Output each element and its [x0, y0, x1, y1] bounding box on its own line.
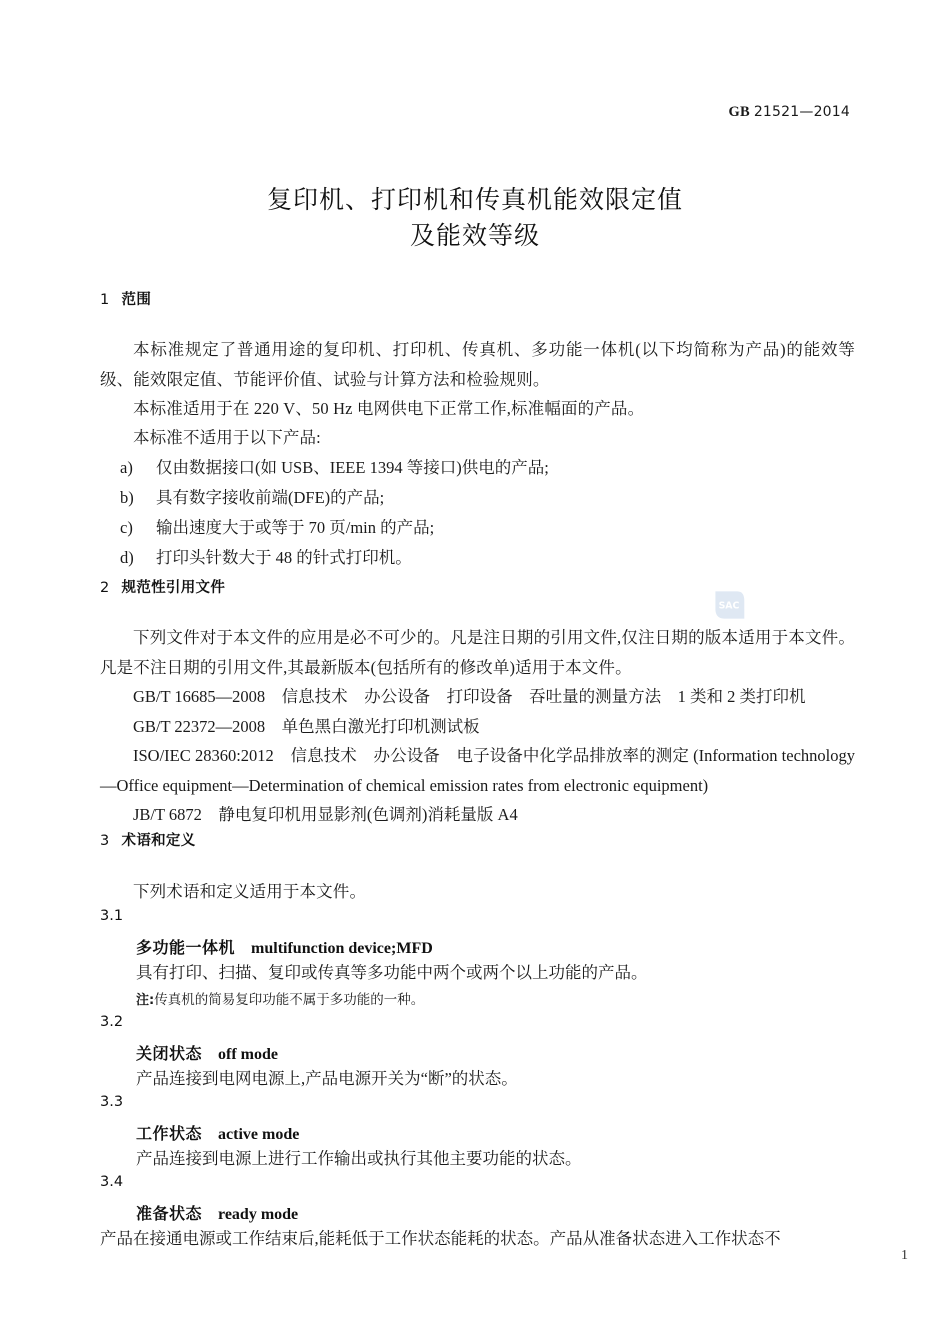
term-definition-3-4: 产品在接通电源或工作结束后,能耗低于工作状态能耗的状态。产品从准备状态进入工作状态不 [100, 1229, 781, 1248]
clause-label-3: 术语和定义 [121, 833, 196, 849]
term-cn-3-4: 准备状态 [136, 1204, 203, 1223]
scope-paragraph-2: 本标准适用于在 220 V、50 Hz 电网供电下正常工作,标准幅面的产品。 [133, 399, 645, 418]
normative-ref-entry-2: GB/T 22372—2008 单色黑白激光打印机测试板 [133, 717, 480, 736]
scope-paragraph-3: 本标准不适用于以下产品: [133, 428, 321, 447]
clause-number-1: 1 [100, 292, 110, 308]
clause-number-3: 3 [100, 833, 110, 849]
scope-list-item-b [100, 483, 384, 513]
term-note-text-3-1: 传真机的简易复印功能不属于多功能的一种。 [154, 992, 425, 1007]
normative-ref-entry-4: JB/T 6872 静电复印机用显影剂(色调剂)消耗量版 A4 [133, 805, 518, 824]
term-number-3-1: 3.1 [100, 908, 124, 924]
scope-list-item-c [100, 513, 434, 543]
term-title-3-1 [136, 935, 433, 958]
term-definition-3-2: 产品连接到电网电源上,产品电源开关为“断”的状态。 [136, 1069, 518, 1088]
page-title-line-1: 复印机、打印机和传真机能效限定值 [266, 185, 683, 214]
scope-list-marker-c: c) [120, 518, 133, 537]
term-en-3-2: off mode [218, 1046, 278, 1063]
scope-list-text-b: 具有数字接收前端(DFE)的产品; [156, 488, 385, 507]
term-cn-3-1: 多功能一体机 [136, 938, 236, 957]
normative-ref-entry-1: GB/T 16685—2008 信息技术 办公设备 打印设备 吞吐量的测量方法 1 类和 2 类打印机 [133, 687, 806, 706]
standard-number: 21521—2014 [753, 104, 850, 120]
normative-ref-entry-3: ISO/IEC 28360:2012 信息技术 办公设备 电子设备中化学品排放率的测定 (Information technology—Office equipment—Determination of chemical emission rates from electronic equipment) [100, 746, 855, 795]
normative-refs-intro: 下列文件对于本文件的应用是必不可少的。凡是注日期的引用文件,仅注日期的版本适用于本文件。凡是不注日期的引用文件,其最新版本(包括所有的修改单)适用于本文件。 [100, 628, 855, 677]
term-title-3-3 [136, 1121, 299, 1144]
clause-heading-1 [100, 288, 151, 309]
terms-intro: 下列术语和定义适用于本文件。 [133, 882, 367, 901]
clause-heading-2 [100, 576, 225, 597]
scope-list-marker-a: a) [120, 458, 133, 477]
scope-list-item-a [100, 453, 549, 483]
scope-paragraph-1: 本标准规定了普通用途的复印机、打印机、传真机、多功能一体机(以下均简称为产品)的能效等级、能效限定值、节能评价值、试验与计算方法和检验规则。 [100, 340, 855, 389]
page-number: 1 [901, 1248, 908, 1263]
svg-text:SAC: SAC [718, 600, 740, 612]
term-definition-3-3: 产品连接到电源上进行工作输出或执行其他主要功能的状态。 [136, 1149, 582, 1168]
clause-label-1: 范围 [121, 292, 152, 308]
page-title [100, 182, 850, 254]
clause-label-2: 规范性引用文件 [121, 580, 226, 596]
standard-prefix: GB [728, 104, 750, 120]
term-en-3-4: ready mode [218, 1206, 299, 1223]
term-en-3-3: active mode [218, 1126, 300, 1143]
term-en-3-1: multifunction device;MFD [251, 940, 433, 957]
term-title-3-4 [136, 1201, 298, 1224]
clause-heading-3 [100, 829, 196, 850]
term-cn-3-2: 关闭状态 [136, 1044, 203, 1063]
term-note-3-1 [136, 988, 855, 1013]
term-number-3-4: 3.4 [100, 1174, 124, 1190]
term-title-3-2 [136, 1041, 278, 1064]
term-number-3-2: 3.2 [100, 1014, 124, 1030]
clause-number-2: 2 [100, 580, 110, 596]
term-note-label-3-1: 注: [136, 993, 155, 1008]
scope-list-marker-b: b) [120, 488, 134, 507]
term-number-3-3: 3.3 [100, 1094, 124, 1110]
scope-list-text-d: 打印头针数大于 48 的针式打印机。 [156, 548, 412, 567]
scope-list-text-a: 仅由数据接口(如 USB、IEEE 1394 等接口)供电的产品; [156, 458, 549, 477]
scope-list-text-c: 输出速度大于或等于 70 页/min 的产品; [156, 518, 435, 537]
scope-list-marker-d: d) [120, 548, 134, 567]
running-header [100, 104, 850, 124]
sac-watermark-icon [712, 588, 746, 622]
term-definition-3-1: 具有打印、扫描、复印或传真等多功能中两个或两个以上功能的产品。 [136, 963, 648, 982]
page-title-line-2: 及能效等级 [409, 221, 540, 250]
term-cn-3-3: 工作状态 [136, 1124, 203, 1143]
scope-list-item-d [100, 543, 412, 573]
